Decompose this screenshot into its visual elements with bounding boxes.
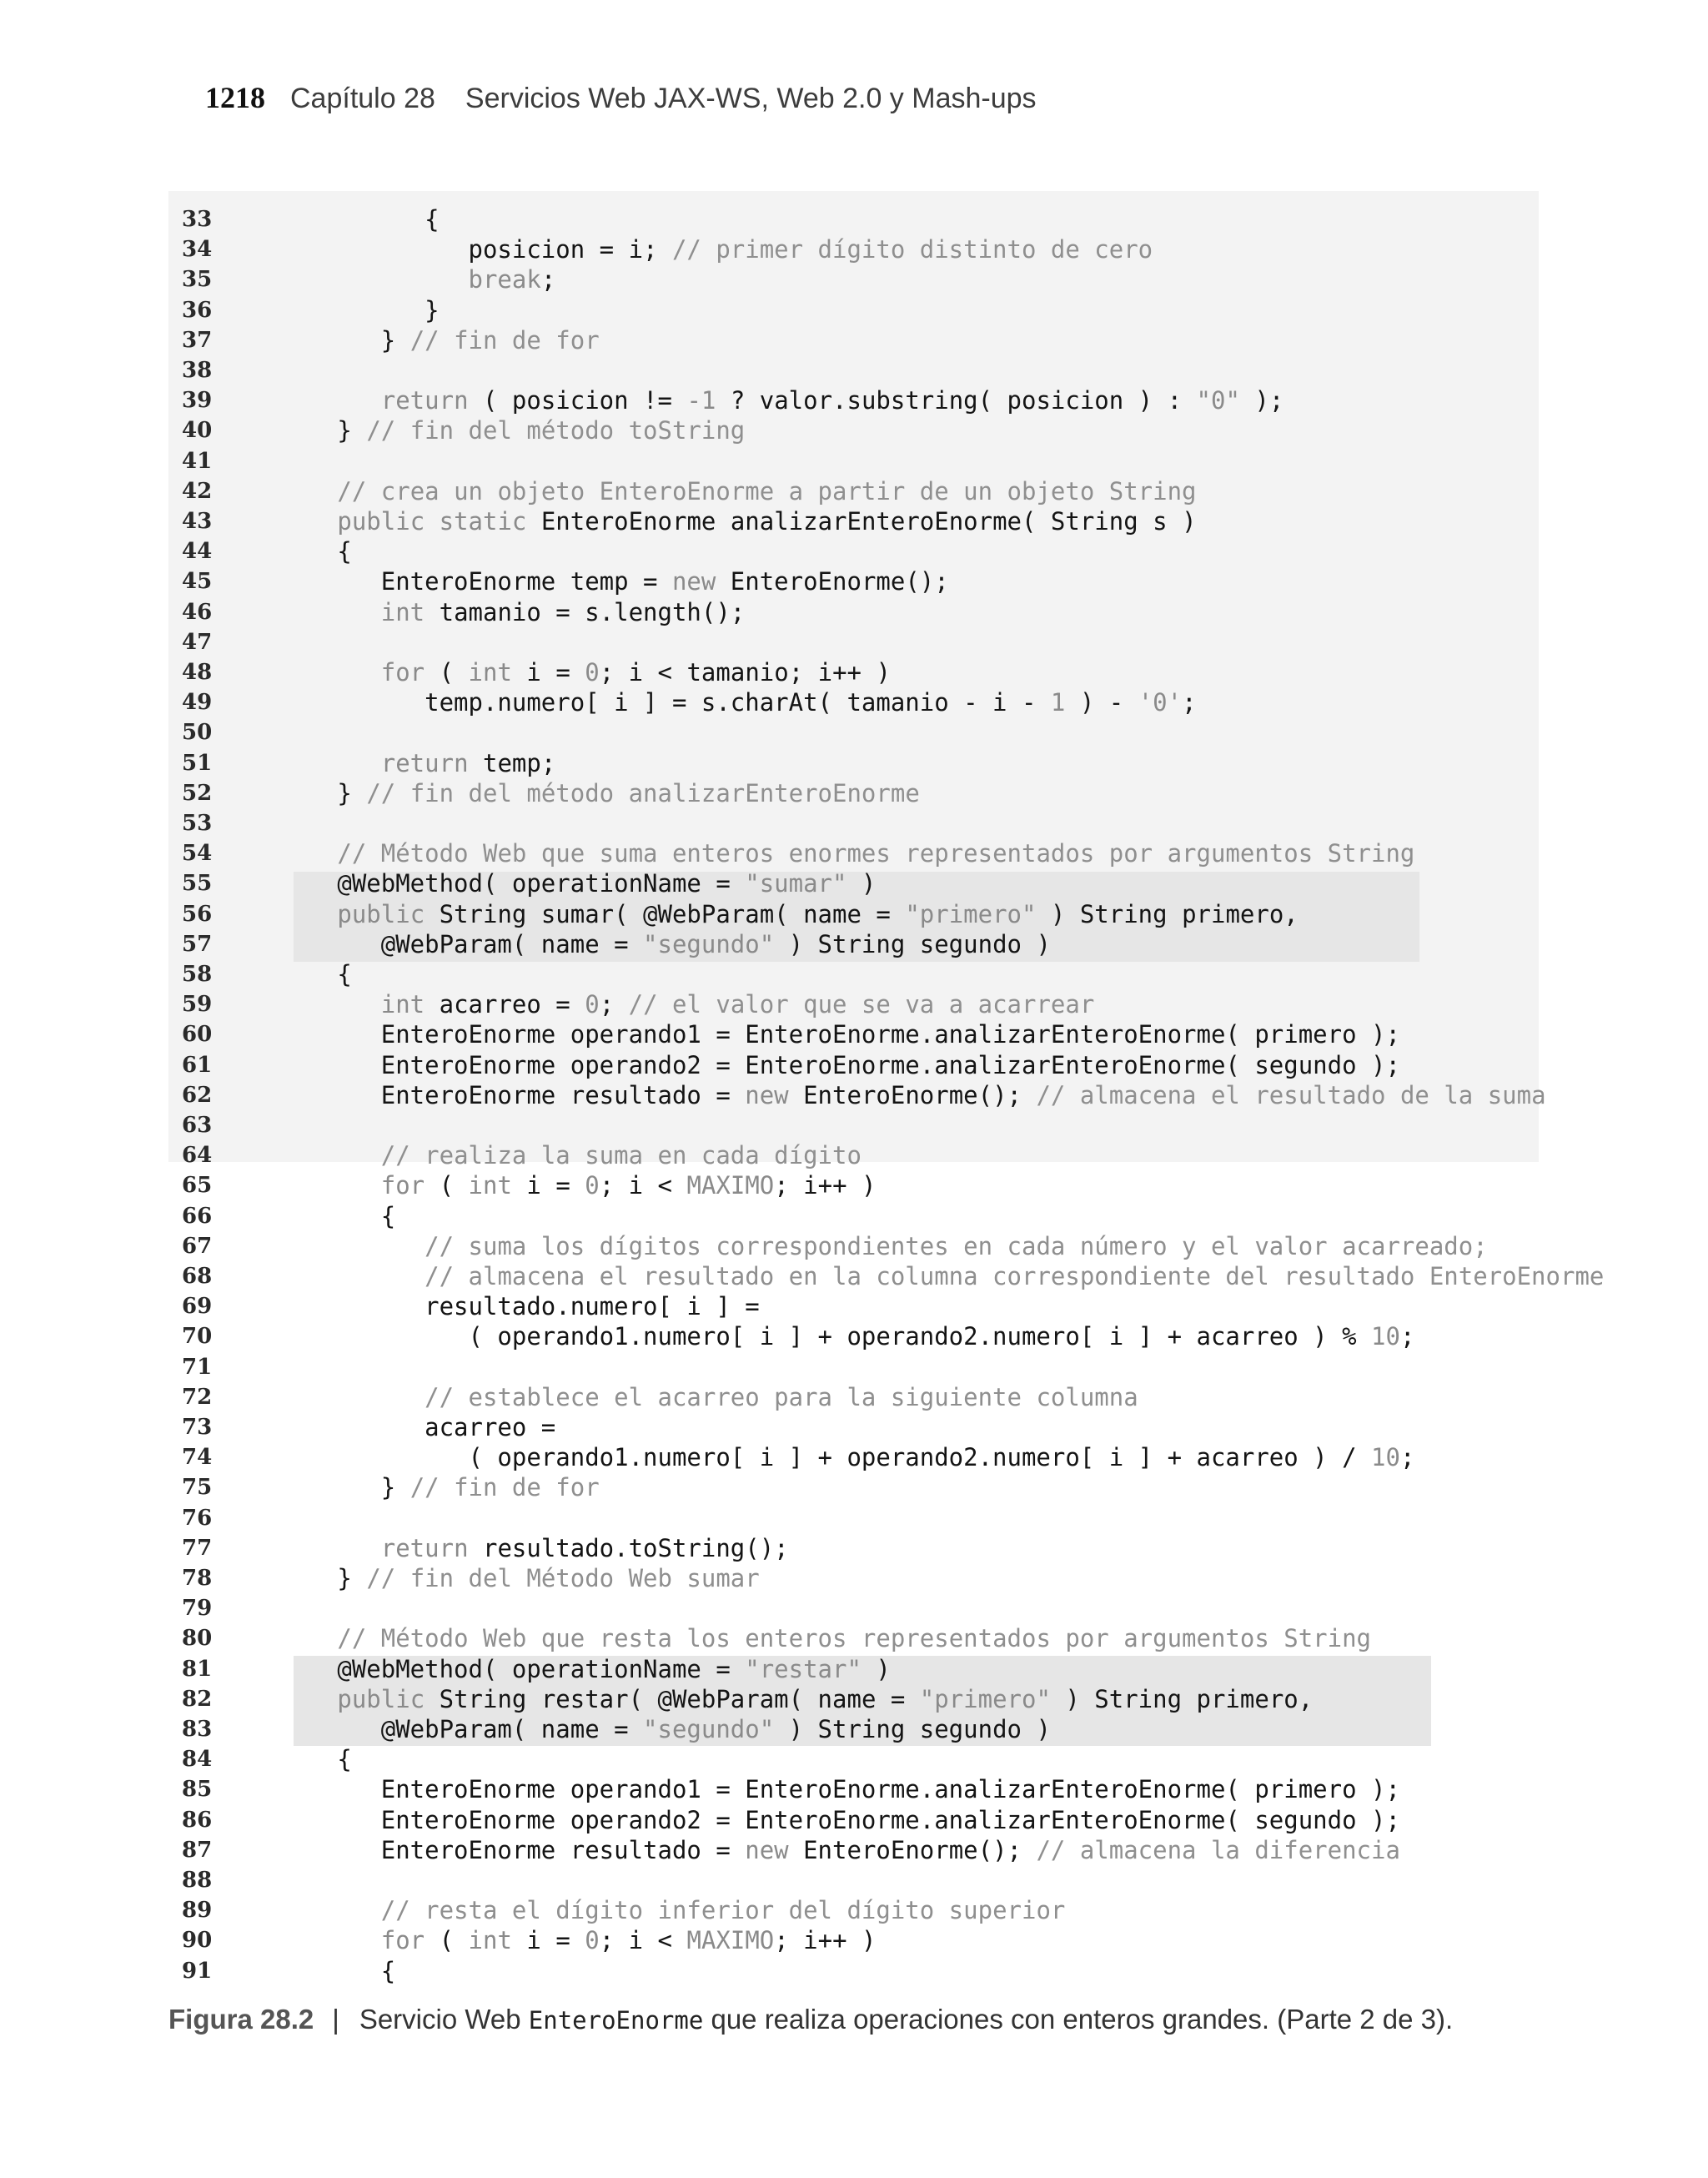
code-text: // resta el dígito inferior del dígito superior — [380, 1896, 1066, 1925]
line-number: 68 — [182, 1264, 213, 1289]
line-number: 36 — [182, 297, 213, 323]
code-text: @WebParam( name = "segundo" ) String segundo ) — [294, 1715, 1051, 1743]
code-line — [168, 1291, 1539, 1321]
code-text: { — [294, 1956, 396, 1985]
code-text: } // fin del Método Web sumar — [294, 1564, 760, 1592]
code-line — [168, 1563, 1539, 1593]
line-number: 91 — [182, 1958, 213, 1984]
code-line — [168, 446, 1539, 476]
code-text: @WebParam( name = "segundo" ) String segundo ) — [294, 929, 1051, 958]
code-text: EnteroEnorme operando1 = EnteroEnorme.analizarEnteroEnorme( primero ); — [294, 1775, 1400, 1804]
code-text: return temp; — [380, 748, 556, 777]
code-text: EnteroEnorme operando2 = EnteroEnorme.analizarEnteroEnorme( segundo ); — [294, 1050, 1400, 1079]
line-number: 58 — [182, 962, 213, 987]
code-text: public String sumar( @WebParam( name = "primero" ) String primero, — [337, 899, 1299, 928]
line-number: 70 — [182, 1324, 213, 1350]
line-number: 55 — [182, 871, 213, 897]
line-number: 65 — [182, 1173, 213, 1199]
code-line — [168, 1170, 1539, 1200]
code-line — [168, 1805, 1539, 1835]
code-line — [168, 687, 1539, 717]
code-text: // Método Web que suma enteros enormes representados por argumentos String — [337, 839, 1415, 868]
code-line — [168, 506, 1539, 536]
code-text: ( operando1.numero[ i ] + operando2.numero[ i ] + acarreo ) / 10; — [294, 1443, 1415, 1472]
code-text: } // fin del método toString — [294, 416, 746, 445]
code-line — [168, 808, 1539, 838]
line-number: 76 — [182, 1505, 213, 1531]
code-line — [168, 717, 1539, 747]
caption-separator: | — [332, 2004, 339, 2035]
line-number: 63 — [182, 1113, 213, 1138]
code-line — [168, 748, 1539, 778]
code-text: // crea un objeto EnteroEnorme a partir de un objeto String — [337, 476, 1197, 506]
line-number: 57 — [182, 931, 213, 957]
code-line — [168, 1835, 1539, 1865]
code-line — [168, 476, 1539, 506]
code-text: return ( posicion != -1 ? valor.substring( posicion ) : "0" ); — [380, 386, 1284, 415]
code-line — [168, 536, 1539, 566]
code-line — [168, 325, 1539, 355]
code-text: @WebMethod( operationName = "restar" ) — [294, 1654, 891, 1683]
code-text: acarreo = — [294, 1413, 556, 1441]
code-text: } // fin de for — [294, 1473, 600, 1502]
code-text: } // fin del método analizarEnteroEnorme — [294, 778, 920, 807]
line-number: 85 — [182, 1777, 213, 1803]
code-line — [168, 1050, 1539, 1080]
line-number: 82 — [182, 1686, 213, 1712]
code-text: } — [294, 295, 440, 324]
code-text: break; — [468, 265, 556, 294]
line-number: 62 — [182, 1082, 213, 1108]
line-number: 52 — [182, 780, 213, 806]
line-number: 54 — [182, 841, 213, 867]
code-line — [168, 778, 1539, 808]
code-text: EnteroEnorme operando2 = EnteroEnorme.analizarEnteroEnorme( segundo ); — [294, 1805, 1400, 1834]
code-line — [168, 566, 1539, 596]
line-number: 51 — [182, 750, 213, 776]
code-line — [168, 1744, 1539, 1774]
code-text: { — [294, 1201, 396, 1230]
code-text: ( operando1.numero[ i ] + operando2.numero[ i ] + acarreo ) % 10; — [294, 1322, 1415, 1351]
code-line — [168, 657, 1539, 687]
line-number: 48 — [182, 660, 213, 685]
code-text: EnteroEnorme resultado = new EnteroEnorme(); // almacena la diferencia — [294, 1835, 1400, 1864]
code-text: @WebMethod( operationName = "sumar" ) — [294, 869, 877, 898]
line-number: 72 — [182, 1384, 213, 1410]
code-line — [168, 1865, 1539, 1895]
line-number: 38 — [182, 358, 213, 383]
code-text: int tamanio = s.length(); — [380, 597, 746, 626]
code-text: // suma los dígitos correspondientes en cada número y el valor acarreado; — [424, 1231, 1488, 1260]
line-number: 59 — [182, 992, 213, 1018]
code-line — [168, 627, 1539, 657]
caption-text-before: Servicio Web — [359, 2004, 529, 2035]
code-text: EnteroEnorme temp = new EnteroEnorme(); — [294, 567, 949, 596]
line-number: 80 — [182, 1626, 213, 1652]
line-number: 47 — [182, 629, 213, 655]
code-text: int acarreo = 0; // el valor que se va a acarrear — [380, 990, 1095, 1019]
line-number: 73 — [182, 1415, 213, 1440]
line-number: 81 — [182, 1656, 213, 1682]
code-text: public String restar( @WebParam( name = "primero" ) String primero, — [337, 1684, 1314, 1713]
code-line — [168, 1321, 1539, 1351]
code-text: posicion = i; // primer dígito distinto de cero — [294, 235, 1153, 264]
code-text: for ( int i = 0; i < MAXIMO; i++ ) — [380, 1171, 877, 1200]
code-text: // realiza la suma en cada dígito — [380, 1141, 862, 1170]
line-number: 45 — [182, 569, 213, 595]
code-text: temp.numero[ i ] = s.charAt( tamanio - i - 1 ) - '0'; — [294, 688, 1197, 717]
line-number: 44 — [182, 539, 213, 565]
code-text: // almacena el resultado en la columna correspondiente del resultado EnteroEnorme — [424, 1262, 1605, 1290]
line-number: 77 — [182, 1535, 213, 1561]
code-line — [168, 838, 1539, 868]
line-number: 39 — [182, 388, 213, 414]
code-line — [168, 234, 1539, 264]
code-text: { — [294, 960, 352, 988]
code-line — [168, 355, 1539, 385]
code-line — [168, 1140, 1539, 1170]
line-number: 67 — [182, 1233, 213, 1259]
code-line — [168, 1925, 1539, 1955]
line-number: 89 — [182, 1898, 213, 1924]
code-text: // establece el acarreo para la siguiente columna — [424, 1382, 1138, 1411]
line-number: 35 — [182, 267, 213, 293]
line-number: 61 — [182, 1052, 213, 1078]
section-title: Servicios Web JAX-WS, Web 2.0 y Mash-ups — [465, 83, 1037, 114]
code-text: { — [294, 1745, 352, 1774]
code-line — [168, 1412, 1539, 1442]
line-number: 90 — [182, 1928, 213, 1954]
line-number: 33 — [182, 207, 213, 232]
code-line — [168, 959, 1539, 989]
code-line — [168, 1110, 1539, 1140]
code-text: // Método Web que resta los enteros representados por argumentos String — [337, 1624, 1372, 1653]
code-line — [168, 989, 1539, 1019]
line-number: 71 — [182, 1354, 213, 1380]
code-line — [168, 597, 1539, 627]
line-number: 88 — [182, 1868, 213, 1893]
code-text: { — [294, 537, 352, 566]
code-line — [168, 1684, 1539, 1714]
line-number: 87 — [182, 1837, 213, 1863]
line-number: 46 — [182, 599, 213, 625]
code-line — [168, 929, 1539, 959]
line-number: 53 — [182, 811, 213, 836]
line-number: 43 — [182, 509, 213, 534]
code-line — [168, 1895, 1539, 1925]
code-line — [168, 1472, 1539, 1502]
code-line — [168, 415, 1539, 445]
line-number: 64 — [182, 1143, 213, 1169]
figure-label: Figura 28.2 — [168, 2004, 314, 2035]
code-line — [168, 1352, 1539, 1382]
line-number: 49 — [182, 690, 213, 716]
code-text: for ( int i = 0; i < tamanio; i++ ) — [380, 658, 891, 687]
line-number: 83 — [182, 1717, 213, 1742]
line-number: 41 — [182, 448, 213, 474]
figure-caption — [168, 2004, 1453, 2045]
code-text: EnteroEnorme operando1 = EnteroEnorme.analizarEnteroEnorme( primero ); — [294, 1020, 1400, 1049]
code-line — [168, 1593, 1539, 1623]
code-line — [168, 1623, 1539, 1653]
code-text: return resultado.toString(); — [380, 1533, 789, 1562]
code-line — [168, 1503, 1539, 1533]
code-line — [168, 899, 1539, 929]
line-number: 56 — [182, 901, 213, 927]
line-number: 34 — [182, 237, 213, 263]
chapter-label: Capítulo 28 — [290, 83, 435, 114]
code-line — [168, 295, 1539, 325]
line-number: 86 — [182, 1807, 213, 1833]
code-line — [168, 1261, 1605, 1291]
line-number: 69 — [182, 1294, 213, 1320]
line-number: 40 — [182, 418, 213, 444]
code-line — [168, 264, 1539, 294]
page-number: 1218 — [205, 81, 265, 114]
code-text: for ( int i = 0; i < MAXIMO; i++ ) — [380, 1926, 877, 1955]
code-text: { — [294, 205, 440, 234]
line-number: 74 — [182, 1445, 213, 1471]
code-text: public static EnteroEnorme analizarEnteroEnorme( String s ) — [337, 507, 1197, 536]
code-line — [168, 385, 1539, 415]
code-line — [168, 1774, 1539, 1804]
code-text: EnteroEnorme resultado = new EnteroEnorme(); // almacena el resultado de la suma — [294, 1080, 1546, 1109]
running-header — [205, 80, 1037, 122]
code-line — [168, 1714, 1539, 1744]
line-number: 75 — [182, 1475, 213, 1501]
code-line — [168, 1231, 1539, 1261]
caption-text-after: que realiza operaciones con enteros grandes. (Parte 2 de 3). — [703, 2004, 1454, 2035]
line-number: 37 — [182, 327, 213, 353]
line-number: 60 — [182, 1022, 213, 1048]
code-text: resultado.numero[ i ] = — [294, 1292, 760, 1321]
code-listing — [168, 191, 1605, 1985]
code-line — [168, 1533, 1539, 1563]
code-line — [168, 1382, 1539, 1412]
code-line — [168, 1442, 1539, 1472]
code-line — [168, 868, 1539, 898]
line-number: 42 — [182, 478, 213, 504]
code-line — [168, 1019, 1539, 1049]
code-line — [168, 1080, 1546, 1110]
code-line — [168, 1654, 1539, 1684]
code-text: } // fin de for — [294, 325, 600, 355]
caption-code-term: EnteroEnorme — [528, 2006, 704, 2035]
line-number: 50 — [182, 720, 213, 746]
line-number: 66 — [182, 1203, 213, 1229]
line-number: 78 — [182, 1566, 213, 1591]
line-number: 79 — [182, 1596, 213, 1622]
line-number: 84 — [182, 1747, 213, 1773]
code-line — [168, 1201, 1539, 1231]
code-line — [168, 204, 1539, 234]
code-line — [168, 1956, 1539, 1986]
